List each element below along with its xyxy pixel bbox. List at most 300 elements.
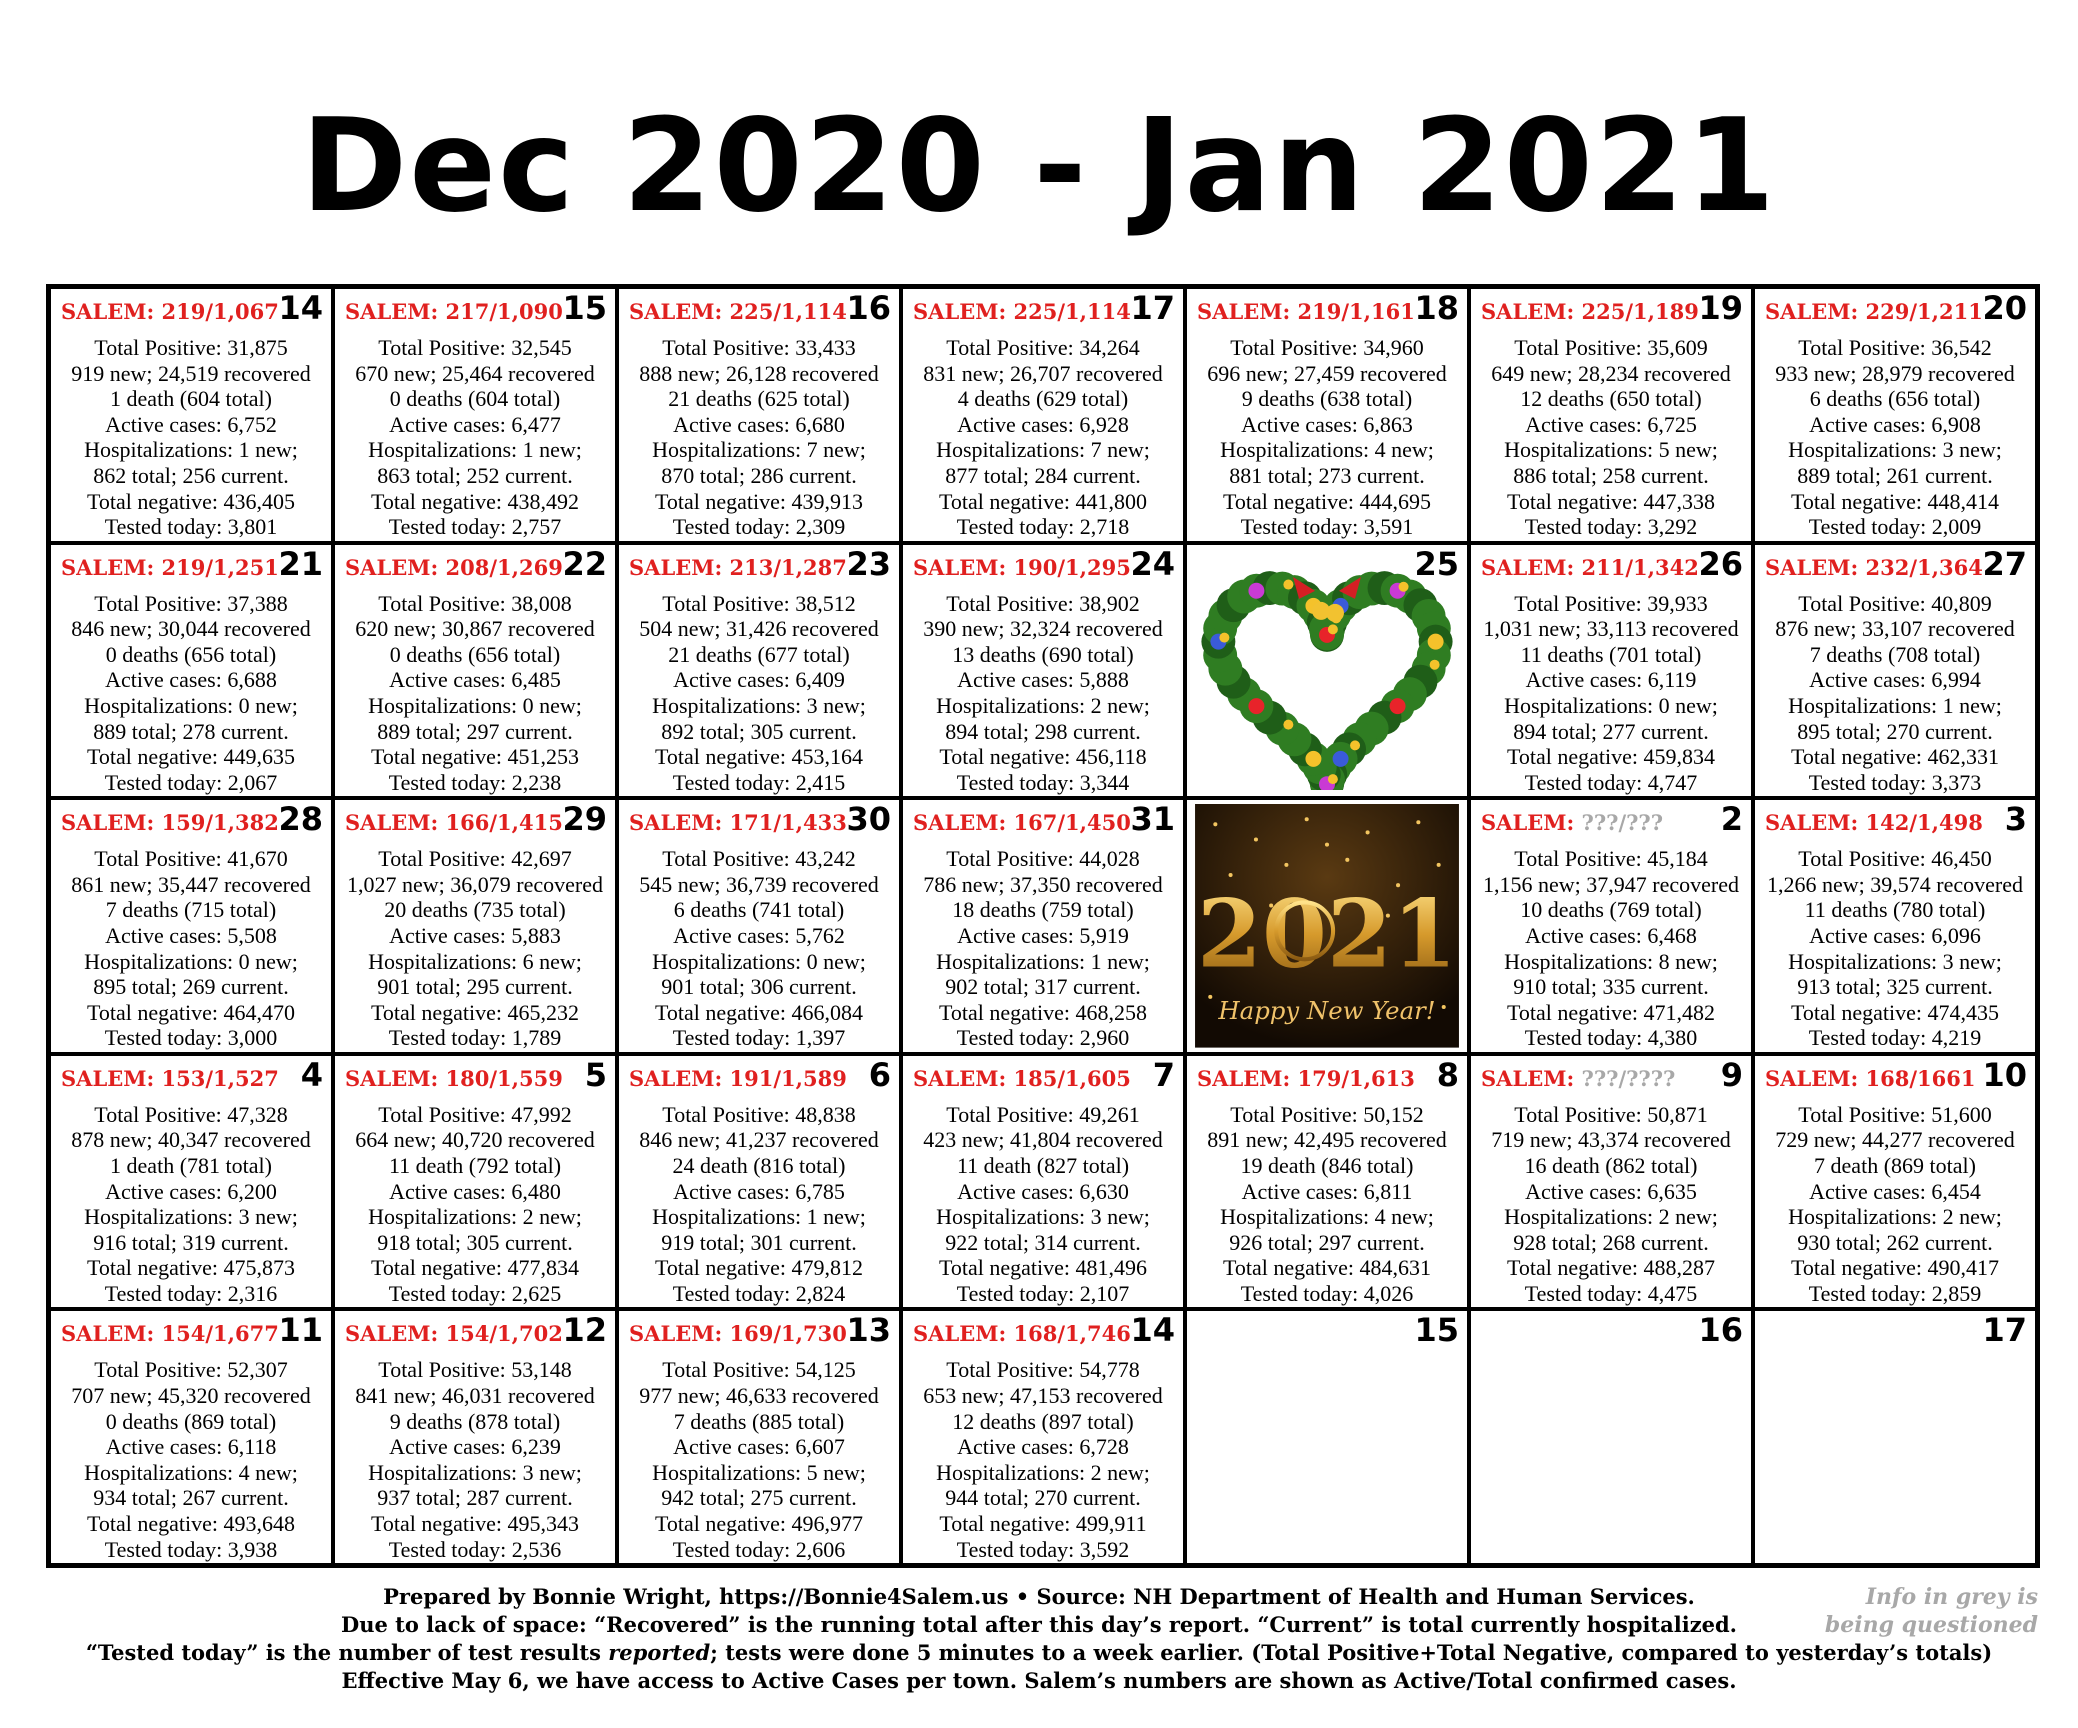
calendar-day-cell [617, 543, 901, 799]
stat-line: Tested today: 4,747 [1524, 769, 1698, 795]
footer-note-recovered: Due to lack of space: “Recovered” is the running total after this day’s report. “Current” is total currently hospitalized. [341, 1612, 1737, 1637]
stat-line: Tested today: 2,960 [956, 1025, 1130, 1051]
stat-line: Tested today: 2,309 [672, 514, 846, 540]
day-number: 27 [1982, 544, 2027, 583]
stat-line: 919 total; 301 current. [661, 1229, 857, 1255]
salem-count: SALEM: 225/1,114 [913, 299, 1131, 324]
stat-line: 0 deaths (656 total) [389, 641, 561, 667]
stat-line: Active cases: 6,728 [957, 1434, 1129, 1460]
stat-line: Hospitalizations: 3 new; [1788, 437, 2002, 463]
stat-line: Total Positive: 39,933 [1514, 590, 1708, 616]
stat-line: 831 new; 26,707 recovered [923, 360, 1163, 386]
day-stats [1755, 846, 2035, 1051]
stat-line: 10 deaths (769 total) [1520, 897, 1702, 923]
stat-line: Tested today: 4,219 [1808, 1025, 1982, 1051]
stat-line: Total negative: 490,417 [1790, 1255, 2000, 1281]
stat-line: Hospitalizations: 2 new; [936, 1459, 1150, 1485]
stat-line: Total Positive: 54,778 [946, 1357, 1140, 1383]
stat-line: 902 total; 317 current. [945, 974, 1141, 1000]
stat-line: 20 deaths (735 total) [384, 897, 566, 923]
day-number: 15 [1414, 1311, 1459, 1350]
stat-line: Total negative: 464,470 [86, 999, 296, 1025]
stat-line: Hospitalizations: 2 new; [1788, 1204, 2002, 1230]
stat-line: Tested today: 4,475 [1524, 1280, 1698, 1306]
stat-line: Total negative: 453,164 [654, 744, 864, 770]
day-stats [903, 846, 1183, 1051]
stat-line: Active cases: 6,096 [1809, 922, 1981, 948]
stat-line: Tested today: 2,536 [388, 1536, 562, 1562]
stat-line: 889 total; 261 current. [1797, 462, 1993, 488]
day-number: 5 [584, 1055, 607, 1094]
stat-line: 863 total; 252 current. [377, 462, 573, 488]
day-stats [335, 1102, 615, 1307]
stat-line: 910 total; 335 current. [1513, 974, 1709, 1000]
day-number: 4 [300, 1055, 323, 1094]
stat-line: 926 total; 297 current. [1229, 1229, 1425, 1255]
stat-line: Active cases: 6,468 [1525, 922, 1697, 948]
stat-line: Hospitalizations: 8 new; [1504, 948, 1718, 974]
stat-line: 24 death (816 total) [672, 1152, 846, 1178]
stat-line: Tested today: 2,415 [672, 769, 846, 795]
stat-line: 922 total; 314 current. [945, 1229, 1141, 1255]
stat-line: Active cases: 6,200 [105, 1178, 277, 1204]
stat-line: 707 new; 45,320 recovered [71, 1382, 311, 1408]
stat-line: Hospitalizations: 1 new; [936, 948, 1150, 974]
stat-line: Active cases: 6,994 [1809, 667, 1981, 693]
stat-line: Total Positive: 42,697 [378, 846, 572, 872]
stat-line: Total negative: 466,084 [654, 999, 864, 1025]
stat-line: 19 death (846 total) [1240, 1152, 1414, 1178]
salem-count: SALEM: 168/1661 [1765, 1065, 1976, 1091]
day-stats [619, 335, 899, 540]
stat-line: 1,266 new; 39,574 recovered [1767, 871, 2023, 897]
stat-line: 916 total; 319 current. [93, 1229, 289, 1255]
day-number: 18 [1414, 289, 1459, 327]
salem-count: SALEM: 185/1,605 [913, 1065, 1131, 1091]
calendar-day-cell [1185, 1054, 1469, 1310]
stat-line: Active cases: 6,409 [673, 667, 845, 693]
calendar-day-cell [49, 287, 333, 543]
salem-count: SALEM: 225/1,114 [629, 299, 847, 324]
stat-line: Tested today: 3,592 [956, 1536, 1130, 1562]
stat-line: Total negative: 444,695 [1222, 488, 1432, 514]
day-stats [335, 591, 615, 796]
stat-line: 889 total; 278 current. [93, 718, 289, 744]
day-stats [903, 1102, 1183, 1307]
wreath-picture [1193, 551, 1461, 791]
day-number: 31 [1130, 800, 1175, 839]
stat-line: Total Positive: 47,992 [378, 1101, 572, 1127]
day-stats [903, 1357, 1183, 1562]
stat-line: Tested today: 3,344 [956, 769, 1130, 795]
day-stats [1755, 335, 2035, 540]
stat-line: Active cases: 6,119 [1525, 667, 1697, 693]
stat-line: 729 new; 44,277 recovered [1775, 1127, 2015, 1153]
day-stats [619, 1102, 899, 1307]
day-stats [51, 846, 331, 1051]
stat-line: 846 new; 30,044 recovered [71, 616, 311, 642]
stat-line: Active cases: 6,752 [105, 411, 277, 437]
stat-line: 6 deaths (741 total) [673, 897, 845, 923]
stat-line: 9 deaths (638 total) [1241, 386, 1413, 412]
stat-line: Total Positive: 54,125 [662, 1357, 856, 1383]
salem-count: SALEM: 180/1,559 [345, 1065, 563, 1091]
stat-line: Total Positive: 32,545 [378, 335, 572, 360]
stat-line: Total Positive: 48,838 [662, 1101, 856, 1127]
stat-line: Hospitalizations: 2 new; [936, 692, 1150, 718]
day-stats [1471, 591, 1751, 796]
stat-line: Tested today: 3,591 [1240, 514, 1414, 540]
day-number: 2 [1720, 800, 1743, 839]
day-number: 17 [1130, 289, 1175, 327]
stat-line: Total Positive: 31,875 [94, 335, 288, 360]
stat-line: Total Positive: 49,261 [946, 1101, 1140, 1127]
stat-line: Hospitalizations: 0 new; [84, 948, 298, 974]
stat-line: Hospitalizations: 1 new; [368, 437, 582, 463]
day-stats [51, 335, 331, 540]
stat-line: Hospitalizations: 0 new; [1504, 692, 1718, 718]
stat-line: Total negative: 441,800 [938, 488, 1148, 514]
calendar-day-cell [901, 543, 1185, 799]
stat-line: 937 total; 287 current. [377, 1485, 573, 1511]
stat-line: 16 death (862 total) [1524, 1152, 1698, 1178]
salem-count: SALEM: 168/1,746 [913, 1321, 1131, 1347]
stat-line: Total Positive: 38,008 [378, 590, 572, 616]
salem-count: SALEM: 211/1,342 [1481, 554, 1699, 580]
day-stats [1187, 335, 1467, 540]
stat-line: Total negative: 448,414 [1790, 488, 2000, 514]
salem-count: SALEM: ???/??? [1481, 810, 1664, 836]
stat-line: 895 total; 269 current. [93, 974, 289, 1000]
stat-line: Active cases: 6,118 [105, 1434, 277, 1460]
salem-count: SALEM: 229/1,211 [1765, 299, 1983, 324]
day-number: 9 [1720, 1055, 1743, 1094]
calendar-day-cell [333, 1054, 617, 1310]
page-title: Dec 2020 - Jan 2021 [301, 92, 1777, 241]
stat-line: 545 new; 36,739 recovered [639, 871, 879, 897]
stat-line: Active cases: 6,688 [105, 667, 277, 693]
calendar-day-cell [1753, 798, 2037, 1054]
stat-line: 1 death (604 total) [110, 386, 272, 412]
stat-line: 862 total; 256 current. [93, 462, 289, 488]
calendar-day-cell [49, 543, 333, 799]
salem-count: SALEM: 153/1,527 [61, 1065, 279, 1091]
calendar-day-cell [617, 1054, 901, 1310]
stat-line: Active cases: 5,883 [389, 922, 561, 948]
day-number: 16 [1698, 1311, 1743, 1350]
stat-line: Active cases: 6,928 [957, 411, 1129, 437]
stat-line: Total Positive: 44,028 [946, 846, 1140, 872]
calendar-day-cell [1753, 1054, 2037, 1310]
stat-line: 11 death (827 total) [956, 1152, 1130, 1178]
stat-line: Total negative: 438,492 [370, 488, 580, 514]
stat-line: Hospitalizations: 0 new; [368, 692, 582, 718]
stat-line: Active cases: 6,863 [1241, 411, 1413, 437]
stat-line: Tested today: 2,859 [1808, 1280, 1982, 1306]
stat-line: 18 deaths (759 total) [952, 897, 1134, 923]
new-year-year-label: 2021 [1197, 879, 1457, 990]
stat-line: 11 deaths (780 total) [1804, 897, 1986, 923]
salem-count: SALEM: 213/1,287 [629, 554, 847, 580]
stat-line: Total Positive: 50,871 [1514, 1101, 1708, 1127]
stat-line: Hospitalizations: 7 new; [936, 437, 1150, 463]
stat-line: 1,156 new; 37,947 recovered [1483, 871, 1739, 897]
stat-line: 944 total; 270 current. [945, 1485, 1141, 1511]
stat-line: Hospitalizations: 3 new; [1788, 948, 2002, 974]
stat-line: 934 total; 267 current. [93, 1485, 289, 1511]
stat-line: 6 deaths (656 total) [1809, 386, 1981, 412]
stat-line: Active cases: 6,485 [389, 667, 561, 693]
salem-count: SALEM: 166/1,415 [345, 810, 563, 836]
stat-line: Total negative: 474,435 [1790, 999, 2000, 1025]
stat-line: Hospitalizations: 4 new; [1220, 1204, 1434, 1230]
stat-line: Tested today: 3,801 [104, 514, 278, 540]
calendar-day-cell [1185, 1309, 1469, 1565]
stat-line: 786 new; 37,350 recovered [923, 871, 1163, 897]
calendar-day-cell [901, 1054, 1185, 1310]
stat-line: 919 new; 24,519 recovered [71, 360, 311, 386]
stat-line: Hospitalizations: 5 new; [652, 1459, 866, 1485]
calendar-day-cell [1185, 287, 1469, 543]
stat-line: 664 new; 40,720 recovered [355, 1127, 595, 1153]
calendar-day-cell [901, 1309, 1185, 1565]
salem-count: SALEM: 219/1,067 [61, 299, 279, 324]
stat-line: Active cases: 6,630 [957, 1178, 1129, 1204]
stat-line: Total negative: 479,812 [654, 1255, 864, 1281]
stat-line: Hospitalizations: 4 new; [1220, 437, 1434, 463]
stat-line: Total negative: 451,253 [370, 744, 580, 770]
calendar-day-cell [901, 798, 1185, 1054]
stat-line: Active cases: 6,785 [673, 1178, 845, 1204]
stat-line: Hospitalizations: 2 new; [368, 1204, 582, 1230]
stat-line: Tested today: 1,789 [388, 1025, 562, 1051]
day-stats [619, 591, 899, 796]
stat-line: Tested today: 3,373 [1808, 769, 1982, 795]
stat-line: 4 deaths (629 total) [957, 386, 1129, 412]
day-stats [903, 335, 1183, 540]
stat-line: Tested today: 2,757 [388, 514, 562, 540]
stat-line: Total negative: 447,338 [1506, 488, 1716, 514]
calendar-grid [46, 284, 2040, 1568]
stat-line: 9 deaths (878 total) [389, 1408, 561, 1434]
stat-line: Tested today: 2,718 [956, 514, 1130, 540]
stat-line: Total negative: 456,118 [939, 744, 1147, 770]
stat-line: 7 death (869 total) [1814, 1152, 1976, 1178]
stat-line: Tested today: 2,009 [1808, 514, 1982, 540]
stat-line: 870 total; 286 current. [661, 462, 857, 488]
stat-line: Total negative: 449,635 [86, 744, 296, 770]
stat-line: Active cases: 6,811 [1241, 1178, 1413, 1204]
stat-line: 21 deaths (677 total) [668, 641, 850, 667]
stat-line: 1,027 new; 36,079 recovered [347, 871, 603, 897]
day-stats [335, 846, 615, 1051]
day-number: 13 [846, 1311, 891, 1350]
grey-info-note: Info in grey is being questioned [1824, 1584, 2038, 1638]
stat-line: 913 total; 325 current. [1797, 974, 1993, 1000]
salem-count: SALEM: 217/1,090 [345, 299, 563, 324]
stat-line: Hospitalizations: 1 new; [1788, 692, 2002, 718]
stat-line: Hospitalizations: 6 new; [368, 948, 582, 974]
calendar-day-cell [49, 1309, 333, 1565]
footer-credit: Prepared by Bonnie Wright, https://Bonnie4Salem.us • Source: NH Department of Health and Human Services. [383, 1584, 1695, 1609]
stat-line: 930 total; 262 current. [1797, 1229, 1993, 1255]
stat-line: Tested today: 3,292 [1524, 514, 1698, 540]
stat-line: Total Positive: 51,600 [1798, 1101, 1992, 1127]
stat-line: 894 total; 298 current. [945, 718, 1141, 744]
stat-line: Total negative: 465,232 [370, 999, 580, 1025]
stat-line: 12 deaths (650 total) [1520, 386, 1702, 412]
calendar-day-cell [1469, 1054, 1753, 1310]
stat-line: Active cases: 6,725 [1525, 411, 1697, 437]
day-stats [51, 1357, 331, 1562]
stat-line: Active cases: 6,680 [673, 411, 845, 437]
salem-count: SALEM: 232/1,364 [1765, 554, 1983, 580]
stat-line: Tested today: 2,067 [104, 769, 278, 795]
stat-line: 1,031 new; 33,113 recovered [1483, 616, 1739, 642]
stat-line: 888 new; 26,128 recovered [639, 360, 879, 386]
stat-line: 0 deaths (656 total) [105, 641, 277, 667]
stat-line: Active cases: 6,477 [389, 411, 561, 437]
day-number: 20 [1982, 289, 2027, 327]
stat-line: Total negative: 495,343 [370, 1510, 580, 1536]
salem-count: SALEM: 167/1,450 [913, 810, 1131, 836]
stat-line: 841 new; 46,031 recovered [355, 1382, 595, 1408]
calendar-day-cell [1753, 543, 2037, 799]
stat-line: Active cases: 6,635 [1525, 1178, 1697, 1204]
stat-line: Active cases: 6,480 [389, 1178, 561, 1204]
salem-count: SALEM: 225/1,189 [1481, 299, 1699, 324]
stat-line: Total negative: 471,482 [1506, 999, 1716, 1025]
stat-line: Tested today: 1,397 [672, 1025, 846, 1051]
stat-line: Hospitalizations: 1 new; [84, 437, 298, 463]
salem-count: SALEM: 171/1,433 [629, 810, 847, 836]
salem-count: SALEM: ???/???? [1481, 1065, 1676, 1091]
stat-line: Active cases: 5,919 [957, 922, 1129, 948]
footer-note-active: Effective May 6, we have access to Active Cases per town. Salem’s numbers are shown as Active/Total confirmed cases. [341, 1668, 1737, 1693]
day-stats [1471, 846, 1751, 1051]
stat-line: Active cases: 6,454 [1809, 1178, 1981, 1204]
day-number: 19 [1698, 289, 1743, 327]
day-number: 22 [562, 544, 607, 583]
stat-line: Total negative: 462,331 [1790, 744, 2000, 770]
stat-line: Tested today: 2,316 [104, 1280, 278, 1306]
stat-line: Tested today: 4,380 [1524, 1025, 1698, 1051]
stat-line: Total Positive: 38,902 [946, 590, 1140, 616]
stat-line: Total Positive: 35,609 [1514, 335, 1708, 360]
calendar-day-cell [1469, 798, 1753, 1054]
stat-line: Total negative: 436,405 [86, 488, 296, 514]
stat-line: Total Positive: 52,307 [94, 1357, 288, 1383]
stat-line: Active cases: 5,508 [105, 922, 277, 948]
stat-line: Total Positive: 43,242 [662, 846, 856, 872]
salem-count: SALEM: 208/1,269 [345, 554, 563, 580]
day-stats [619, 846, 899, 1051]
stat-line: 942 total; 275 current. [661, 1485, 857, 1511]
calendar-day-cell [617, 287, 901, 543]
stat-line: 423 new; 41,804 recovered [923, 1127, 1163, 1153]
salem-count: SALEM: 191/1,589 [629, 1065, 847, 1091]
day-number: 14 [1130, 1311, 1175, 1350]
stat-line: 390 new; 32,324 recovered [923, 616, 1163, 642]
stat-line: Hospitalizations: 3 new; [652, 692, 866, 718]
stat-line: Active cases: 5,888 [957, 667, 1129, 693]
stat-line: 0 deaths (869 total) [105, 1408, 277, 1434]
day-number: 25 [1414, 544, 1459, 583]
stat-line: Total Positive: 46,450 [1798, 846, 1992, 872]
stat-line: Total Positive: 45,184 [1514, 846, 1708, 872]
day-stats [619, 1357, 899, 1562]
stat-line: 876 new; 33,107 recovered [1775, 616, 2015, 642]
stat-line: 12 deaths (897 total) [952, 1408, 1134, 1434]
stat-line: Total negative: 481,496 [938, 1255, 1148, 1281]
stat-line: 7 deaths (885 total) [673, 1408, 845, 1434]
stat-line: 0 deaths (604 total) [389, 386, 561, 412]
stat-line: 892 total; 305 current. [661, 718, 857, 744]
stat-line: Tested today: 2,606 [672, 1536, 846, 1562]
day-stats [335, 335, 615, 540]
calendar-day-cell [617, 1309, 901, 1565]
stat-line: Tested today: 4,026 [1240, 1280, 1414, 1306]
stat-line: 504 new; 31,426 recovered [639, 616, 879, 642]
calendar-day-cell [901, 287, 1185, 543]
stat-line: 653 new; 47,153 recovered [923, 1382, 1163, 1408]
stat-line: Total Positive: 33,433 [662, 335, 856, 360]
stat-line: 7 deaths (708 total) [1809, 641, 1981, 667]
stat-line: Total Positive: 47,328 [94, 1101, 288, 1127]
salem-count: SALEM: 219/1,251 [61, 554, 279, 580]
new-year-picture [1191, 804, 1463, 1048]
day-number: 14 [278, 289, 323, 327]
day-stats [1755, 591, 2035, 796]
stat-line: Total negative: 499,911 [939, 1510, 1147, 1536]
stat-line: 928 total; 268 current. [1513, 1229, 1709, 1255]
day-number: 26 [1698, 544, 1743, 583]
day-stats [51, 1102, 331, 1307]
stat-line: Total Positive: 36,542 [1798, 335, 1992, 360]
day-number: 15 [562, 289, 607, 327]
new-year-greeting: Happy New Year! [1218, 996, 1436, 1026]
day-number: 11 [278, 1311, 323, 1350]
stat-line: 889 total; 297 current. [377, 718, 573, 744]
calendar-day-cell [49, 1054, 333, 1310]
stat-line: Tested today: 2,238 [388, 769, 562, 795]
stat-line: Total negative: 493,648 [86, 1510, 296, 1536]
stat-line: Hospitalizations: 5 new; [1504, 437, 1718, 463]
day-stats [903, 591, 1183, 796]
wreath-icon [1193, 551, 1461, 791]
footer-note-tested: “Tested today” is the number of test results reported; tests were done 5 minutes to a week earlier. (Total Positive+Total Negative, compared to yesterday’s totals) [85, 1640, 1993, 1665]
salem-count: SALEM: 169/1,730 [629, 1321, 847, 1347]
stat-line: Total negative: 468,258 [938, 999, 1148, 1025]
stat-line: 933 new; 28,979 recovered [1775, 360, 2015, 386]
stat-line: 11 deaths (701 total) [1520, 641, 1702, 667]
day-number: 21 [278, 544, 323, 583]
stat-line: 649 new; 28,234 recovered [1491, 360, 1731, 386]
stat-line: Tested today: 2,824 [672, 1280, 846, 1306]
stat-line: Tested today: 3,000 [104, 1025, 278, 1051]
calendar-day-cell [1469, 287, 1753, 543]
salem-count: SALEM: 159/1,382 [61, 810, 279, 836]
stat-line: Hospitalizations: 2 new; [1504, 1204, 1718, 1230]
stat-line: Active cases: 6,908 [1809, 411, 1981, 437]
stat-line: Hospitalizations: 3 new; [936, 1204, 1150, 1230]
stat-line: Total negative: 496,977 [654, 1510, 864, 1536]
day-number: 16 [846, 289, 891, 327]
stat-line: Total negative: 439,913 [654, 488, 864, 514]
stat-line: 891 new; 42,495 recovered [1207, 1127, 1447, 1153]
salem-count: SALEM: 142/1,498 [1765, 810, 1983, 836]
stat-line: Total Positive: 40,809 [1798, 590, 1992, 616]
